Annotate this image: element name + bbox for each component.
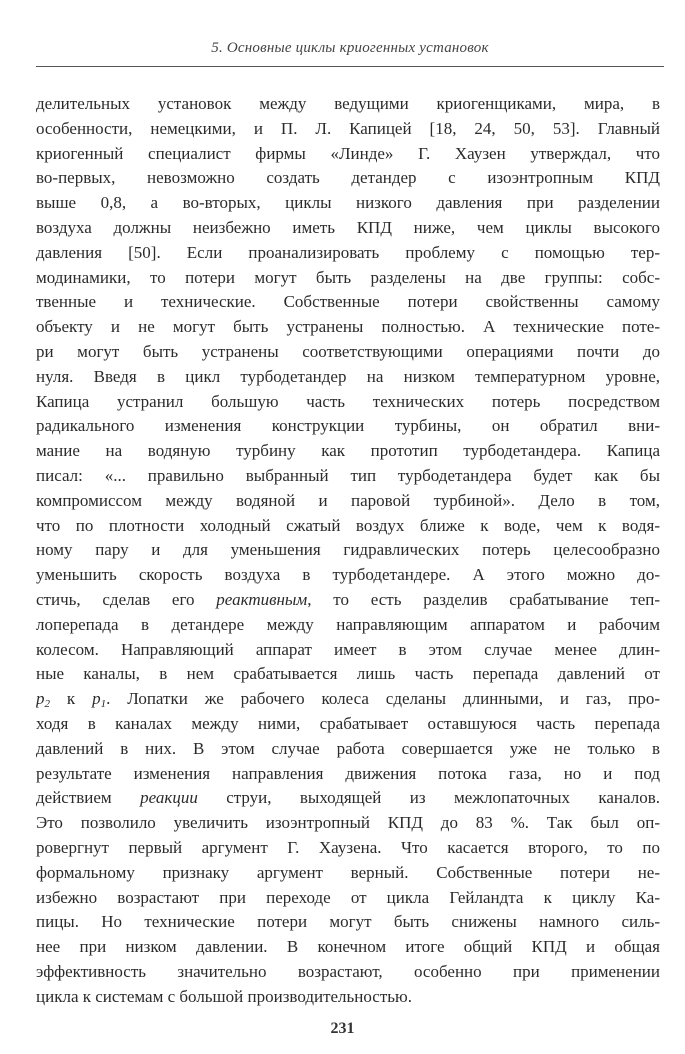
text-line-with-italic — [36, 786, 660, 811]
text-line: избежно возрастают при переходе от цикла Гейландта к циклу Ка- — [36, 887, 660, 907]
header-rule — [36, 66, 664, 67]
text-line: радикального изменения конструкции турбины, он обратил вни- — [36, 416, 660, 436]
text-line: воздуха должны неизбежно иметь КПД ниже, чем циклы высокого — [36, 217, 660, 237]
text-line: что по плотности холодный сжатый воздух ближе к воде, чем к водя- — [36, 515, 660, 535]
text-segment: действием — [36, 788, 141, 808]
italic-term-reaction: реакции — [140, 788, 198, 808]
subscript-1: 1 — [100, 698, 107, 711]
text-line: особенности, немецкими, и П. Л. Капицей [18, 24, 50, 53]. Главный — [36, 118, 660, 138]
text-line: пицы. Но технические потери могут быть снижены намного силь- — [36, 912, 660, 932]
text-line: во-первых, невозможно создать детандер с изоэнтропным КПД — [36, 168, 660, 188]
text-line: нуля. Введя в цикл турбодетандер на низком температурном уровне, — [36, 366, 660, 386]
text-line: твенные и технические. Собственные потери свойственны самому — [36, 292, 660, 312]
symbol-p: p — [92, 689, 101, 709]
text-segment: . Лопатки же рабочего колеса сделаны длинными, и газ, про- — [106, 689, 660, 709]
symbol-p1 — [92, 689, 107, 711]
text-line: мание на водяную турбину как прототип турбодетандера. Капица — [36, 441, 660, 461]
text-line: делительных установок между ведущими криогенщиками, мира, в — [36, 94, 660, 113]
text-segment: , то есть разделив срабатывание теп- — [307, 589, 660, 609]
text-line: писал: «... правильно выбранный тип турбодетандера будет как бы — [36, 465, 660, 485]
text-line: нее при низком давлении. В конечном итоге общий КПД и общая — [36, 937, 660, 957]
italic-term-reactive: реактивным — [216, 589, 308, 609]
text-line: объекту и не могут быть устранены полностью. А технические поте- — [36, 317, 660, 337]
text-segment: к — [50, 689, 93, 709]
subscript-2: 2 — [44, 698, 50, 711]
text-line: Это позволило увеличить изоэнтропный КПД до 83 %. Так был оп- — [36, 813, 660, 833]
symbol-p: p — [36, 689, 45, 709]
text-line: криогенный специалист фирмы «Линде» Г. Хаузен утверждал, что — [36, 143, 660, 163]
text-line: лоперепада в детандере между направляющим аппаратом и рабочим — [36, 614, 660, 634]
page-number: 231 — [330, 1020, 355, 1037]
body-text — [36, 92, 660, 1009]
text-segment: струи, выходящей из межлопаточных каналов. — [197, 788, 660, 808]
text-segment: стичь, сделав его — [36, 589, 217, 609]
text-line-with-formula — [36, 687, 660, 712]
text-line: формальному признаку аргумент верный. Собственные потери не- — [36, 862, 660, 882]
text-line: выше 0,8, а во-вторых, циклы низкого давления при разделении — [36, 193, 660, 213]
text-line: колесом. Направляющий аппарат имеет в этом случае менее длин- — [36, 639, 660, 659]
text-line: давлений в них. В этом случае работа совершается уже не только в — [36, 738, 660, 758]
text-line: результате изменения направления движения потока газа, но и под — [36, 763, 660, 783]
text-line: ри могут быть устранены соответствующими операциями почти до — [36, 341, 660, 361]
text-line: эффективность значительно возрастают, особенно при применении — [36, 961, 660, 981]
running-head: 5. Основные циклы криогенных установок — [211, 40, 489, 56]
text-line: компромиссом между водяной и паровой турбиной». Дело в том, — [36, 490, 660, 510]
text-line: ные каналы, в нем срабатывается лишь часть перепада давлений от — [36, 664, 660, 684]
text-line: ному пару и для уменьшения гидравлических потерь целесообразно — [36, 540, 660, 560]
text-line: ходя в каналах между ними, срабатывает оставшуюся часть перепада — [36, 713, 660, 733]
text-line-last: цикла к системам с большой производительностью. — [36, 986, 412, 1006]
text-line: давления [50]. Если проанализировать проблему с помощью тер- — [36, 242, 660, 262]
text-line: модинамики, то потери могут быть разделены на две группы: собс- — [36, 267, 660, 287]
symbol-p2 — [36, 689, 50, 711]
text-line-with-italic — [36, 588, 660, 613]
text-line: уменьшить скорость воздуха в турбодетандере. А этого можно до- — [36, 565, 660, 585]
text-line: Капица устранил большую часть технических потерь посредством — [36, 391, 660, 411]
text-line: ровергнут первый аргумент Г. Хаузена. Что касается второго, то по — [36, 837, 660, 857]
